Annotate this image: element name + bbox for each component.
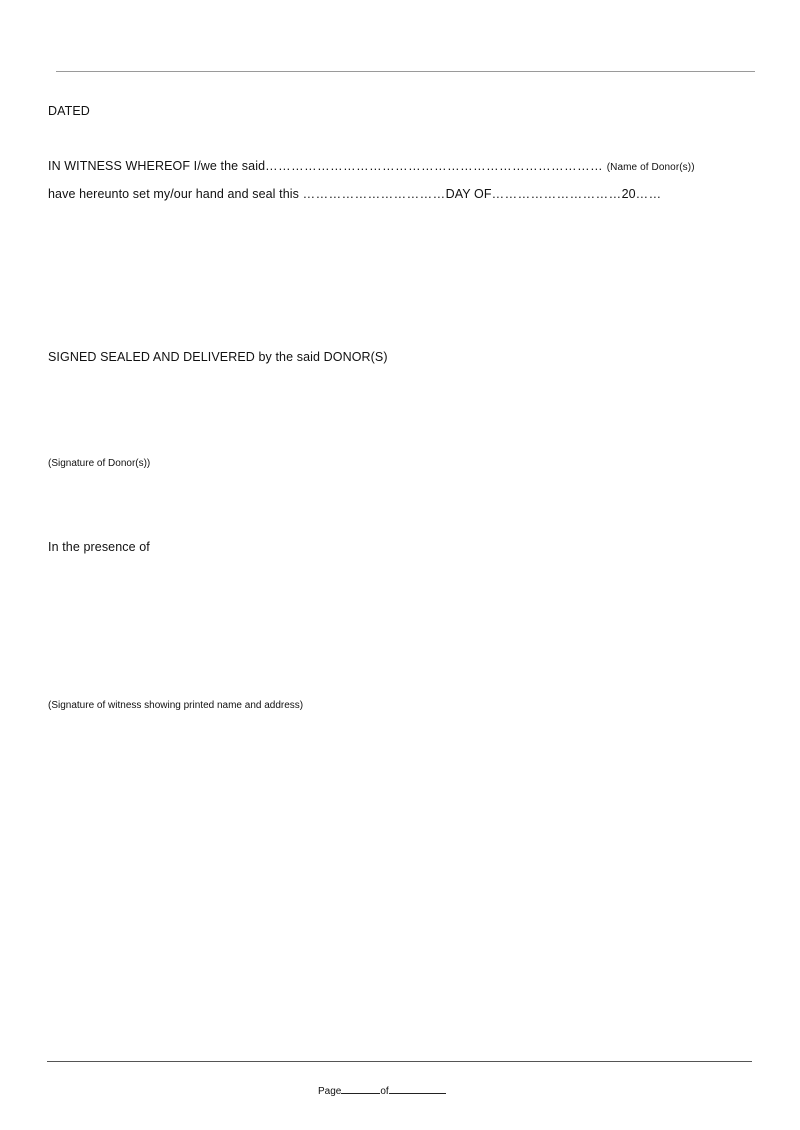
page-label: Page: [318, 1086, 342, 1097]
month-blank[interactable]: …………………………: [491, 187, 622, 201]
year-prefix: 20: [621, 187, 636, 201]
donor-signature-label: (Signature of Donor(s)): [48, 458, 151, 469]
witness-clause-line-2: [48, 187, 662, 201]
page-footer: [318, 1083, 446, 1097]
day-of-label: DAY OF: [445, 187, 492, 201]
presence-label: In the presence of: [48, 540, 150, 554]
signed-sealed-heading: SIGNED SEALED AND DELIVERED by the said DONOR(S): [48, 350, 388, 364]
dated-label: DATED: [48, 104, 90, 118]
year-blank[interactable]: ……: [635, 187, 662, 201]
top-divider: [56, 71, 755, 72]
of-label: of: [380, 1086, 389, 1097]
page-total-blank[interactable]: [389, 1083, 446, 1094]
hand-and-seal-text: have hereunto set my/our hand and seal this: [48, 187, 299, 201]
bottom-divider: [47, 1061, 752, 1062]
witness-signature-label: (Signature of witness showing printed name and address): [48, 700, 304, 711]
witness-clause-line-1: [48, 159, 695, 173]
page-number-blank[interactable]: [341, 1083, 380, 1094]
donor-name-note: (Name of Donor(s)): [606, 162, 695, 173]
donor-name-blank[interactable]: ……………………………………………………………………: [265, 159, 604, 173]
witness-clause-text: IN WITNESS WHEREOF I/we the said: [48, 159, 266, 173]
day-blank[interactable]: ……………………………: [302, 187, 446, 201]
